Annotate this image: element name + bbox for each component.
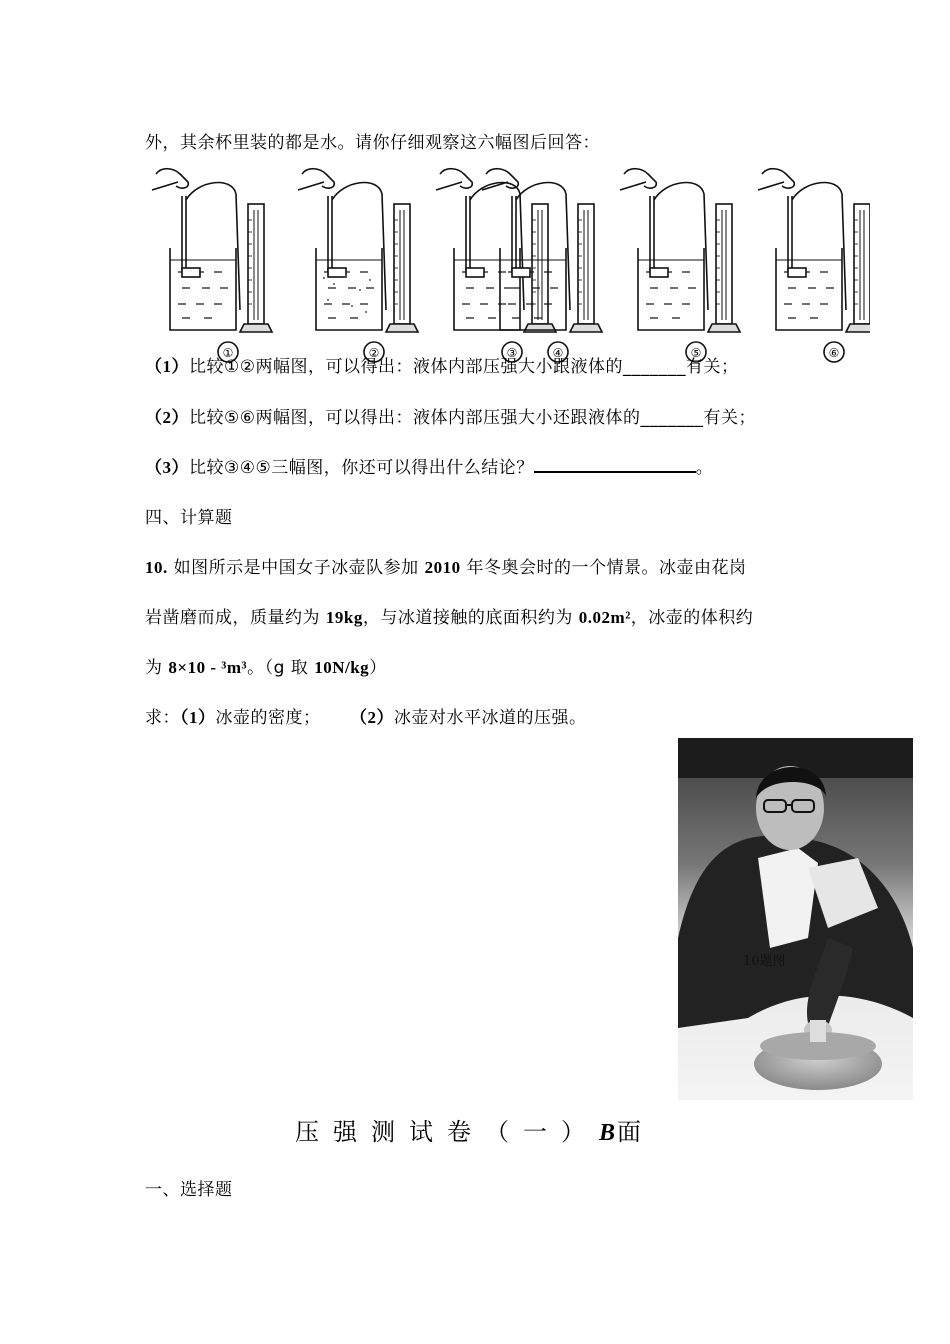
q10-year: 2010: [424, 558, 461, 577]
q10-text-2b: ，与冰道接触的底面积约为: [362, 608, 573, 628]
q10-line-2: [145, 603, 753, 628]
figure-label-2: ②: [368, 346, 380, 360]
test-title: [0, 1112, 950, 1147]
q10-mass: 19kg: [325, 608, 363, 627]
figure-label-4: ④: [552, 346, 564, 360]
q10-ask-text-2: 冰壶对水平冰道的压强。: [394, 708, 587, 728]
q3-tail: 。: [695, 458, 714, 478]
q10-text-1b: 年冬奥会时的一个情景。冰壶由花岗: [466, 558, 747, 578]
section-calculation: 四、计算题: [145, 508, 233, 528]
q2-text: 比较⑤⑥两幅图，可以得出：液体内部压强大小还跟液体的: [189, 408, 641, 428]
q10-ask-text-1: 冰壶的密度；: [215, 708, 321, 728]
curling-photo: [678, 738, 913, 1100]
question-2: [145, 403, 756, 428]
q10-volume: 8×10 - ³m³: [168, 658, 248, 677]
q10-text-2a: 岩凿磨而成，质量约为: [145, 608, 320, 628]
q10-text-2c: ，冰壶的体积约: [630, 608, 754, 628]
question-1: [145, 352, 738, 377]
photo-caption: 10题图: [743, 954, 786, 969]
q2-tail: 有关；: [703, 408, 756, 428]
q3-text: 比较③④⑤三幅图，你还可以得出什么结论？: [189, 458, 534, 478]
q10-ask-label: 求：: [145, 708, 180, 728]
q10-ask-number-2: （2）: [350, 708, 395, 727]
test-title-b: B: [598, 1120, 617, 1146]
figure-label-3: ③: [506, 346, 518, 360]
q1-number: （1）: [145, 357, 189, 376]
q10-text-3c: ）: [369, 658, 387, 678]
figure-label-1: ①: [222, 346, 234, 360]
q10-ask-number-1: （1）: [180, 708, 216, 727]
intro-line: 外，其余杯里装的都是水。请你仔细观察这六幅图后回答：: [145, 133, 600, 153]
section-choice: 一、选择题: [145, 1180, 233, 1200]
q10-line-3: [145, 653, 387, 678]
question-3: [145, 453, 713, 478]
q1-tail: 有关；: [685, 357, 739, 377]
q10-text-3b: 。（g 取: [247, 658, 309, 678]
q3-number: （3）: [145, 458, 189, 477]
q10-line-1: [145, 553, 746, 578]
q10-area: 0.02m²: [578, 608, 631, 627]
q1-text: 比较①②两幅图，可以得出：液体内部压强大小跟液体的: [189, 357, 623, 377]
q2-blank[interactable]: _______: [640, 408, 704, 428]
q2-number: （2）: [145, 408, 189, 427]
q1-blank[interactable]: _______: [622, 357, 686, 377]
figure-label-6: ⑥: [828, 346, 840, 360]
pressure-apparatus-figures: [148, 160, 870, 368]
q10-text-1a: 如图所示是中国女子冰壶队参加: [173, 558, 419, 578]
q10-text-3a: 为: [145, 658, 163, 678]
figure-label-5: ⑤: [690, 346, 702, 360]
test-title-tail: 面: [617, 1118, 655, 1146]
test-title-main: 压强测试卷（一）: [294, 1118, 599, 1146]
q10-gravity: 10N/kg: [314, 658, 370, 677]
q10-number: 10.: [145, 558, 168, 577]
q10-ask: [145, 703, 587, 728]
q3-answer-blank[interactable]: [534, 455, 696, 473]
